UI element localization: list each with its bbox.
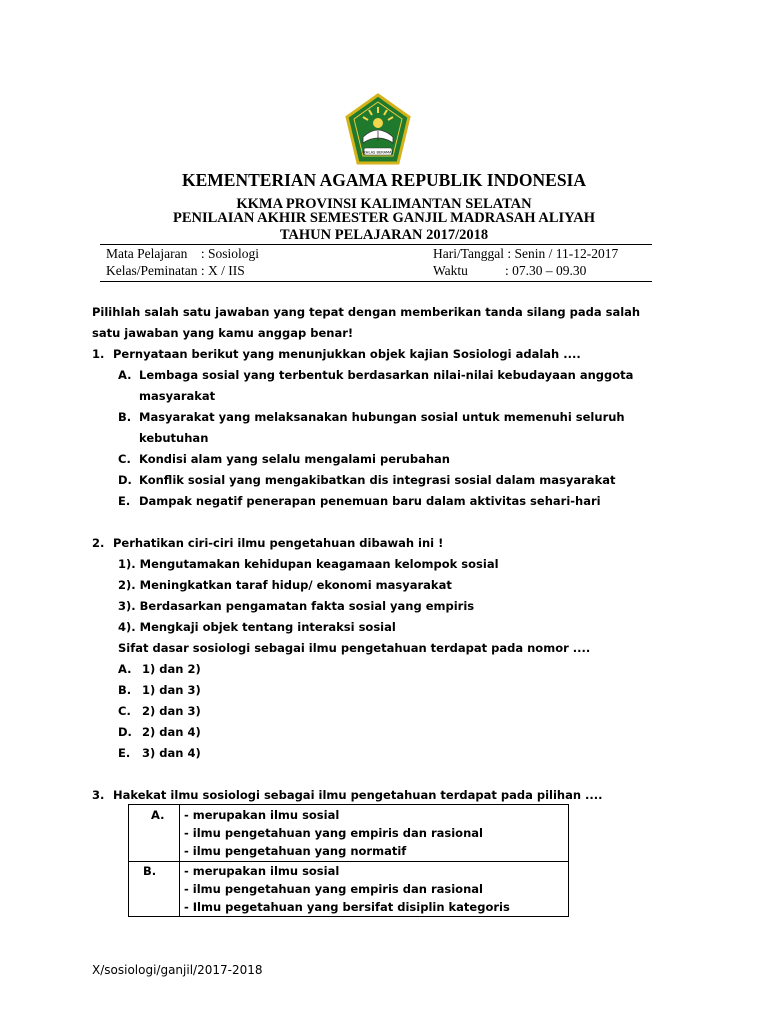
option-label: B.	[118, 410, 132, 424]
option-text: Lembaga sosial yang terbentuk berdasarkan nilai-nilai kebudayaan anggota	[139, 368, 634, 382]
table-cell-line: - ilmu pengetahuan yang empiris dan rasional	[184, 882, 483, 896]
option-label: E.	[118, 746, 131, 760]
question-text: Perhatikan ciri-ciri ilmu pengetahuan dibawah ini !	[113, 536, 444, 550]
academic-year: TAHUN PELAJARAN 2017/2018	[279, 227, 489, 243]
question-number: 3.	[92, 788, 105, 802]
option-text: Masyarakat yang melaksanakan hubungan sosial untuk memenuhi seluruh	[139, 410, 625, 424]
option-label: D.	[118, 725, 132, 739]
list-item: 1). Mengutamakan kehidupan keagamaan kelompok sosial	[118, 557, 499, 571]
question-text: Pernyataan berikut yang menunjukkan objek kajian Sosiologi adalah ....	[113, 347, 581, 361]
question-text: Hakekat ilmu sosiologi sebagai ilmu pengetahuan terdapat pada pilihan ....	[113, 788, 603, 802]
option-label: B.	[118, 683, 132, 697]
exam-info-box	[100, 244, 652, 282]
table-cell-line: - ilmu pengetahuan yang empiris dan rasional	[184, 826, 483, 840]
option-text: 3) dan 4)	[142, 746, 201, 760]
date-field: Hari/Tanggal : Senin / 11-12-2017	[433, 246, 619, 261]
option-label: D.	[118, 473, 132, 487]
exam-title: PENILAIAN AKHIR SEMESTER GANJIL MADRASAH ALIYAH	[172, 210, 596, 226]
org-title: KKMA PROVINSI KALIMANTAN SELATAN	[236, 196, 532, 212]
option-text: 1) dan 3)	[142, 683, 201, 697]
option-label: C.	[118, 452, 131, 466]
table-cell-line: - merupakan ilmu sosial	[184, 808, 340, 822]
table-divider	[129, 861, 568, 862]
table-cell-line: - ilmu pengetahuan yang normatif	[184, 844, 407, 858]
option-text: masyarakat	[139, 389, 216, 403]
table-option-label: A.	[151, 808, 165, 822]
option-text: Dampak negatif penerapan penemuan baru dalam aktivitas sehari-hari	[139, 494, 601, 508]
ministry-logo	[345, 93, 411, 169]
option-text: 2) dan 4)	[142, 725, 201, 739]
instruction-line: Pilihlah salah satu jawaban yang tepat dengan memberikan tanda silang pada salah	[92, 305, 641, 319]
option-label: A.	[118, 662, 132, 676]
option-text: kebutuhan	[139, 431, 209, 445]
answer-table	[128, 804, 569, 917]
option-label: E.	[118, 494, 131, 508]
question-number: 1.	[92, 347, 105, 361]
list-item: 3). Berdasarkan pengamatan fakta sosial yang empiris	[118, 599, 475, 613]
option-label: C.	[118, 704, 131, 718]
instruction-line: satu jawaban yang kamu anggap benar!	[92, 326, 354, 340]
table-cell-line: - Ilmu pegetahuan yang bersifat disiplin kategoris	[184, 900, 510, 914]
list-item: 4). Mengkaji objek tentang interaksi sosial	[118, 620, 396, 634]
table-cell-line: - merupakan ilmu sosial	[184, 864, 340, 878]
class-field: Kelas/Peminatan : X / IIS	[106, 263, 245, 278]
time-field: Waktu : 07.30 – 09.30	[433, 263, 587, 278]
option-text: Konflik sosial yang mengakibatkan dis integrasi sosial dalam masyarakat	[139, 473, 616, 487]
question-prompt: Sifat dasar sosiologi sebagai ilmu pengetahuan terdapat pada nomor ....	[118, 641, 591, 655]
option-text: 1) dan 2)	[142, 662, 201, 676]
subject-field: Mata Pelajaran : Sosiologi	[106, 246, 259, 261]
table-option-label: B.	[143, 864, 157, 878]
list-item: 2). Meningkatkan taraf hidup/ ekonomi masyarakat	[118, 578, 452, 592]
page-footer: X/sosiologi/ganjil/2017-2018	[92, 963, 263, 977]
ministry-title: KEMENTERIAN AGAMA REPUBLIK INDONESIA	[181, 170, 586, 190]
question-number: 2.	[92, 536, 105, 550]
svg-text:IKHLAS BERAMAL: IKHLAS BERAMAL	[362, 150, 394, 155]
option-text: 2) dan 3)	[142, 704, 201, 718]
option-text: Kondisi alam yang selalu mengalami perubahan	[139, 452, 450, 466]
option-label: A.	[118, 368, 132, 382]
